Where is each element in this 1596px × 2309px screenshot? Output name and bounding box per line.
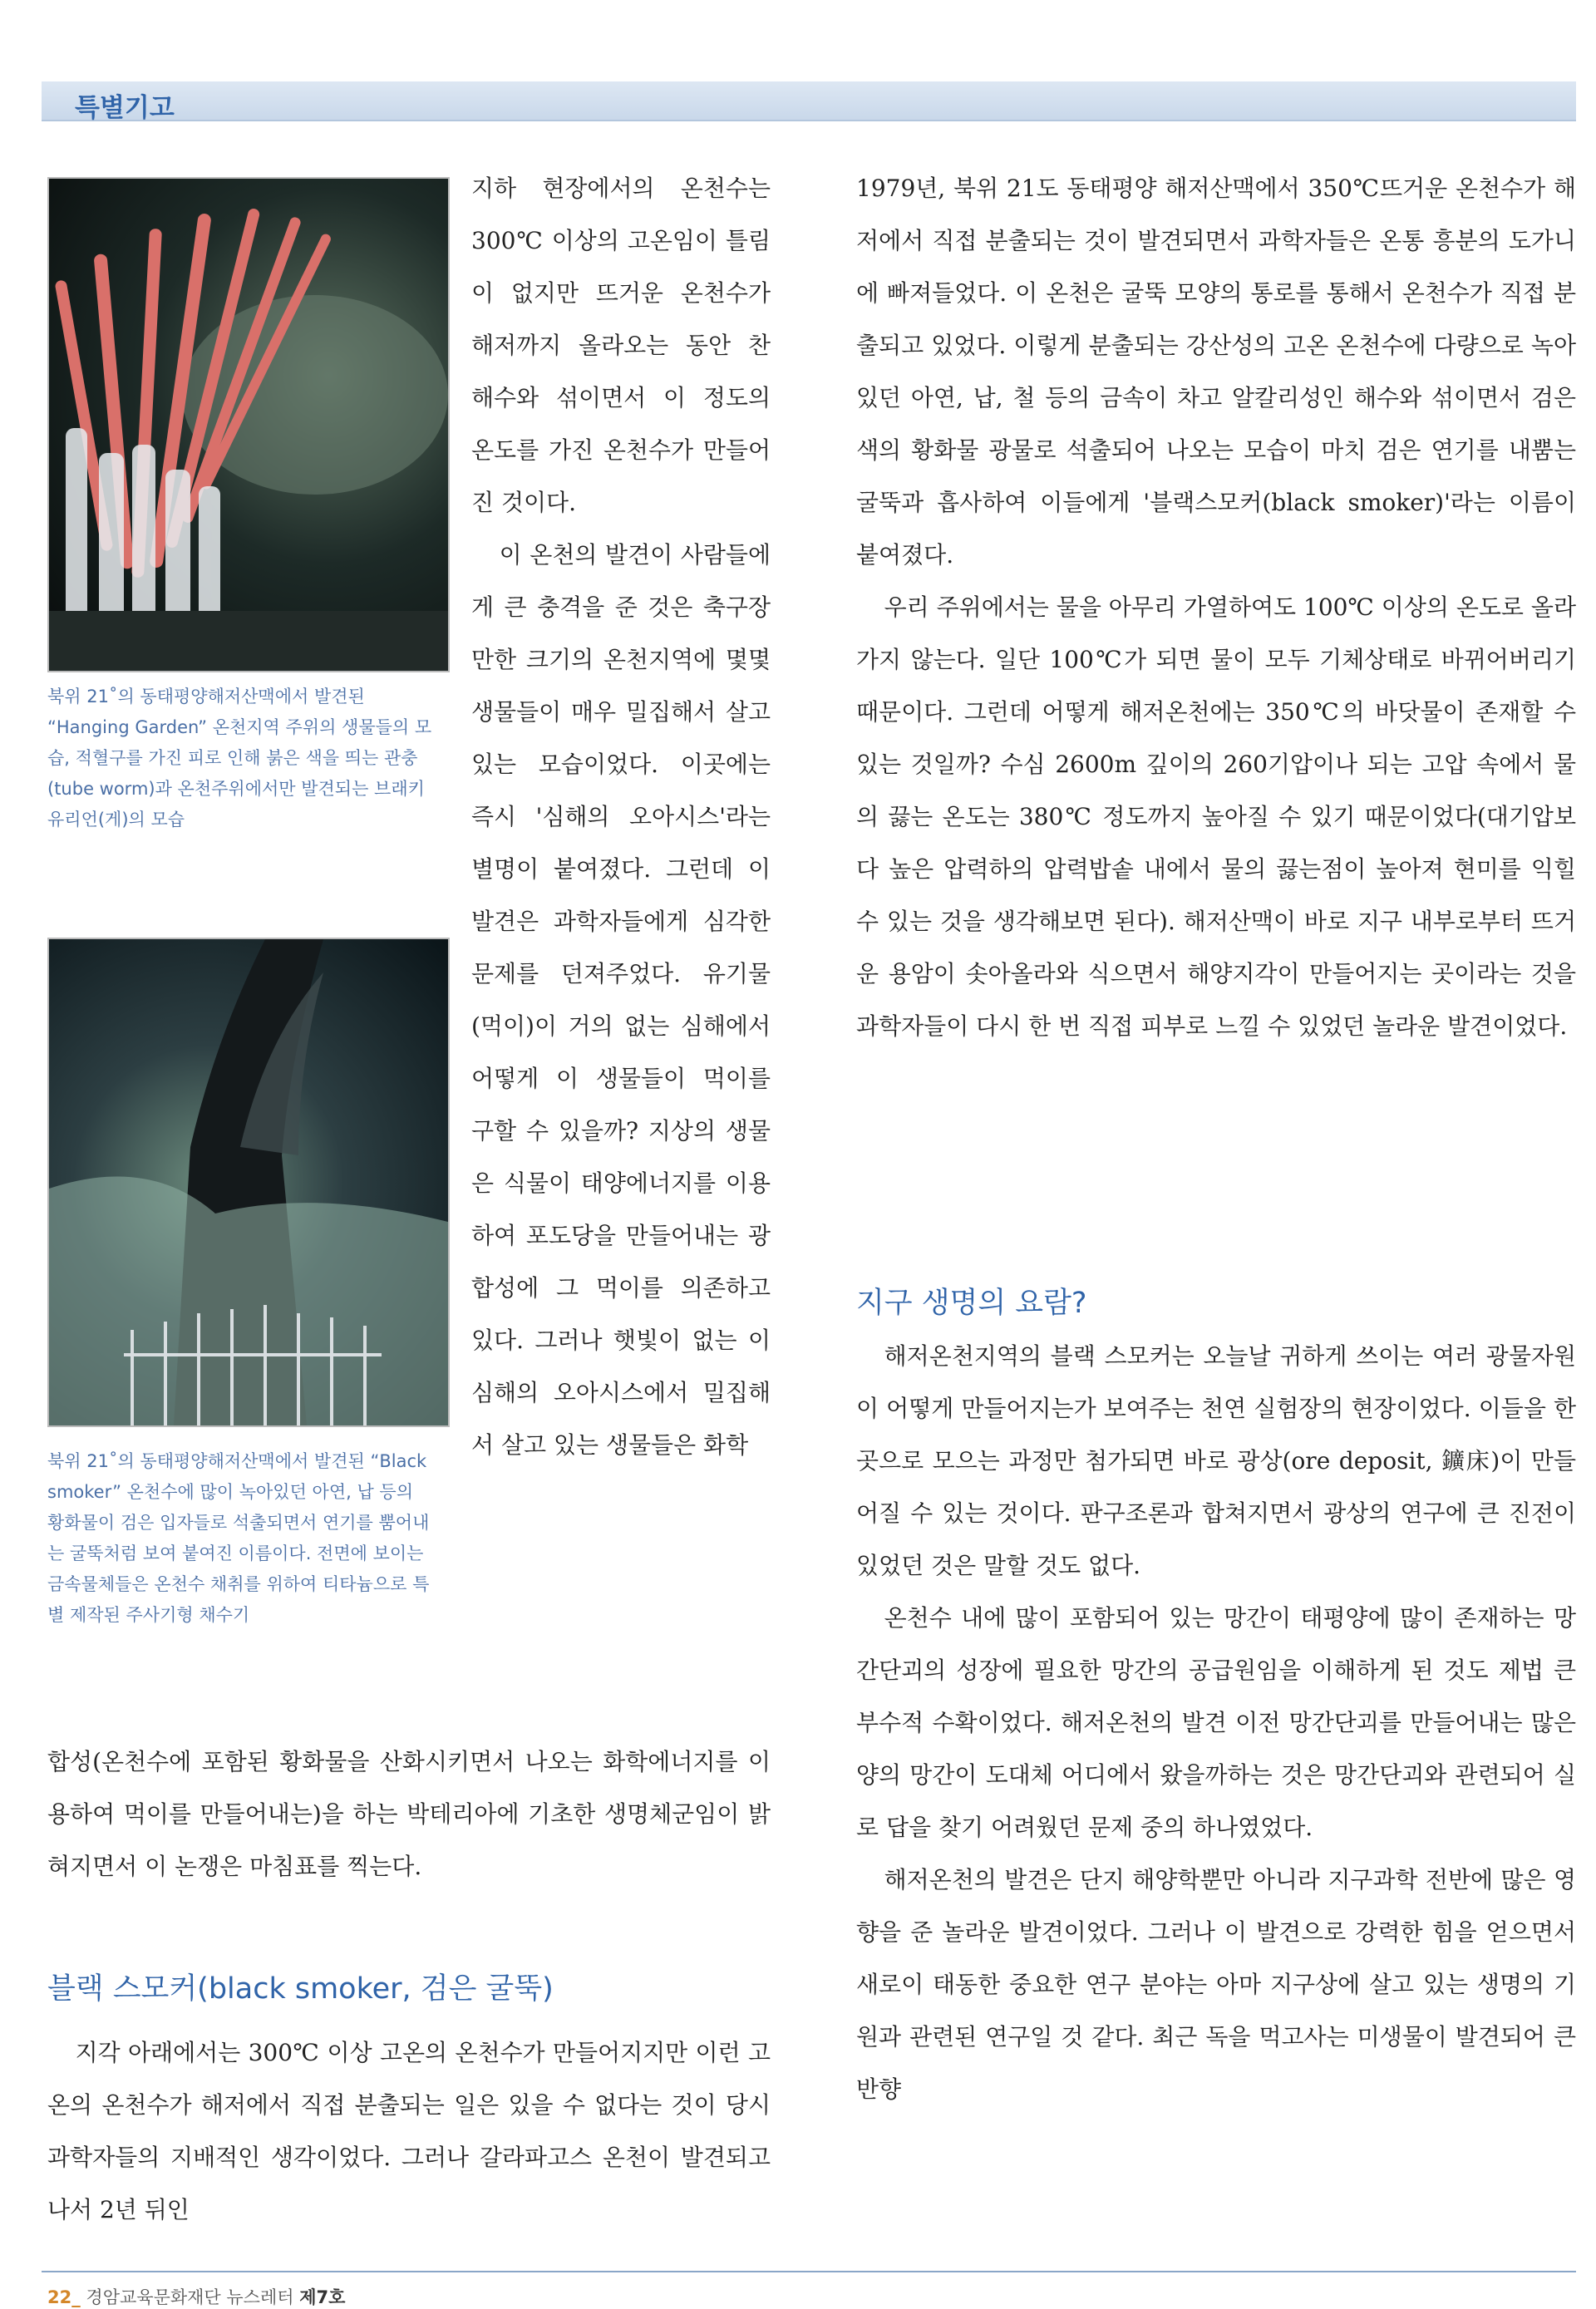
narrow-text-column [471, 162, 771, 1471]
paragraph: 합성(온천수에 포함된 황화물을 산화시키면서 나오는 화학에너지를 이용하여 먹이를 만들어내는)을 하는 박테리아에 기초한 생명체군임이 밝혀지면서 이 논쟁은 마침표를 찍는다. [47, 1748, 771, 1880]
paragraph: 이 온천의 발견이 사람들에게 큰 충격을 준 것은 축구장만한 크기의 온천지역에 몇몇 생물들이 매우 밀집해서 살고 있는 모습이었다. 이곳에는 즉시 '심해의 오아시스'라는 별명이 붙여졌다. 그런데 이 발견은 과학자들에게 심각한 문제를 던져주었다. 유기물(먹이)이 거의 없는 심해에서 어떻게 이 생물들이 먹이를 구할 수 있을까? 지상의 생물은 식물이 태양에너지를 이용하여 포도당을 만들어내는 광합성에 그 먹이를 의존하고 있다. 그러나 햇빛이 없는 이 심해의 오아시스에서 밀집해서 살고 있는 생물들은 화학 [471, 541, 771, 1459]
black-smoker-photo [47, 938, 450, 1427]
figure-caption-1: 북위 21˚의 동태평양해저산맥에서 발견된 “Hanging Garden” 온천지역 주위의 생물들의 모습, 적혈구를 가진 피로 인해 붉은 색을 띄는 관충(tube worm)과 온천주위에서만 발견되는 브래키유리언(게)의 모습 [47, 687, 432, 830]
right-text-column-top [856, 162, 1576, 1052]
paragraph: 우리 주위에서는 물을 아무리 가열하여도 100℃ 이상의 온도로 올라가지 않는다. 일단 100℃가 되면 물이 모두 기체상태로 바뀌어버리기 때문이다. 그런데 어떻게 해저온천에는 350℃의 바닷물이 존재할 수 있는 것일까? 수심 2600m 깊이의 260기압이나 되는 고압 속에서 물의 끓는 온도는 380℃ 정도까지 높아질 수 있기 때문이었다(대기압보다 높은 압력하의 압력밥솥 내에서 물의 끓는점이 높아져 현미를 익힐 수 있는 것을 생각해보면 된다). 해저산맥이 바로 지구 내부로부터 뜨거운 용암이 솟아올라와 식으면서 해양지각이 만들어지는 곳이라는 것을 과학자들이 다시 한 번 직접 피부로 느낄 수 있었던 놀라운 발견이었다. [856, 593, 1576, 1040]
section-heading-cradle-of-life: 지구 생명의 요람? [856, 1287, 1087, 1320]
black-smoker-paragraph-block [47, 2026, 771, 2236]
section-header-bar [42, 81, 1576, 121]
paragraph: 지하 현장에서의 온천수는 300℃ 이상의 고온임이 틀림이 없지만 뜨거운 온천수가 해저까지 올라오는 동안 찬 해수와 섞이면서 이 정도의 온도를 가진 온천수가 만들어진 것이다. [471, 175, 771, 516]
issue-number: 제7호 [299, 2287, 346, 2307]
footer-divider [42, 2271, 1576, 2272]
paragraph: 1979년, 북위 21도 동태평양 해저산맥에서 350℃뜨거운 온천수가 해저에서 직접 분출되는 것이 발견되면서 과학자들은 온통 흥분의 도가니에 빠져들었다. 이 온천은 굴뚝 모양의 통로를 통해서 온천수가 직접 분출되고 있었다. 이렇게 분출되는 강산성의 고온 온천수에 다량으로 녹아있던 아연, 납, 철 등의 금속이 차고 알칼리성인 해수와 섞이면서 검은 색의 황화물 광물로 석출되어 나오는 모습이 마치 검은 연기를 내뿜는 굴뚝과 흡사하여 이들에게 '블랙스모커(black smoker)'라는 이름이 붙여졌다. [856, 175, 1576, 569]
figure-caption-2: 북위 21˚의 동태평양해저산맥에서 발견된 “Black smoker” 온천수에 많이 녹아있던 아연, 납 등의 황화물이 검은 입자들로 석출되면서 연기를 뿜어내는 굴뚝처럼 보여 붙여진 이름이다. 전면에 보이는 금속물체들은 온천수 채취를 위하여 티타늄으로 특별 제작된 주사기형 채수기 [47, 1451, 430, 1625]
section-heading-black-smoker: 블랙 스모커(black smoker, 검은 굴뚝) [47, 1972, 554, 2006]
paragraph: 해저온천지역의 블랙 스모커는 오늘날 귀하게 쓰이는 여러 광물자원이 어떻게 만들어지는가 보여주는 천연 실험장의 현장이었다. 이들을 한곳으로 모으는 과정만 첨가되면 바로 광상(ore deposit, 鑛床)이 만들어질 수 있는 것이다. 판구조론과 합쳐지면서 광상의 연구에 큰 진전이 있었던 것은 말할 것도 없다. [856, 1342, 1576, 1579]
publication-name: 경암교육문화재단 뉴스레터 [86, 2287, 294, 2307]
hydrothermal-tube-worm-photo [47, 177, 450, 672]
paragraph: 지각 아래에서는 300℃ 이상 고온의 온천수가 만들어지지만 이런 고온의 온천수가 해저에서 직접 분출되는 일은 있을 수 없다는 것이 당시 과학자들의 지배적인 생각이었다. 그러나 갈라파고스 온천이 발견되고 나서 2년 뒤인 [47, 2039, 771, 2223]
right-text-column-bottom [856, 1330, 1576, 2115]
paragraph: 해저온천의 발견은 단지 해양학뿐만 아니라 지구과학 전반에 많은 영향을 준 놀라운 발견이었다. 그러나 이 발견으로 강력한 힘을 얻으면서 새로이 태동한 중요한 연구 분야는 아마 지구상에 살고 있는 생명의 기원과 관련된 연구일 것 같다. 최근 독을 먹고사는 미생물이 발견되어 큰 반향 [856, 1866, 1576, 2103]
paragraph: 온천수 내에 많이 포함되어 있는 망간이 태평양에 많이 존재하는 망간단괴의 성장에 필요한 망간의 공급원임을 이해하게 된 것도 제법 큰 부수적 수확이었다. 해저온천의 발견 이전 망간단괴를 만들어내는 많은 양의 망간이 도대체 어디에서 왔을까하는 것은 망간단괴와 관련되어 실로 답을 찾기 어려웠던 문제 중의 하나였었다. [856, 1604, 1576, 1841]
page-footer [47, 2284, 345, 2309]
bottom-left-continuation [47, 1735, 771, 1893]
section-label: 특별기고 [75, 93, 175, 123]
page-number: 22_ [47, 2287, 81, 2307]
